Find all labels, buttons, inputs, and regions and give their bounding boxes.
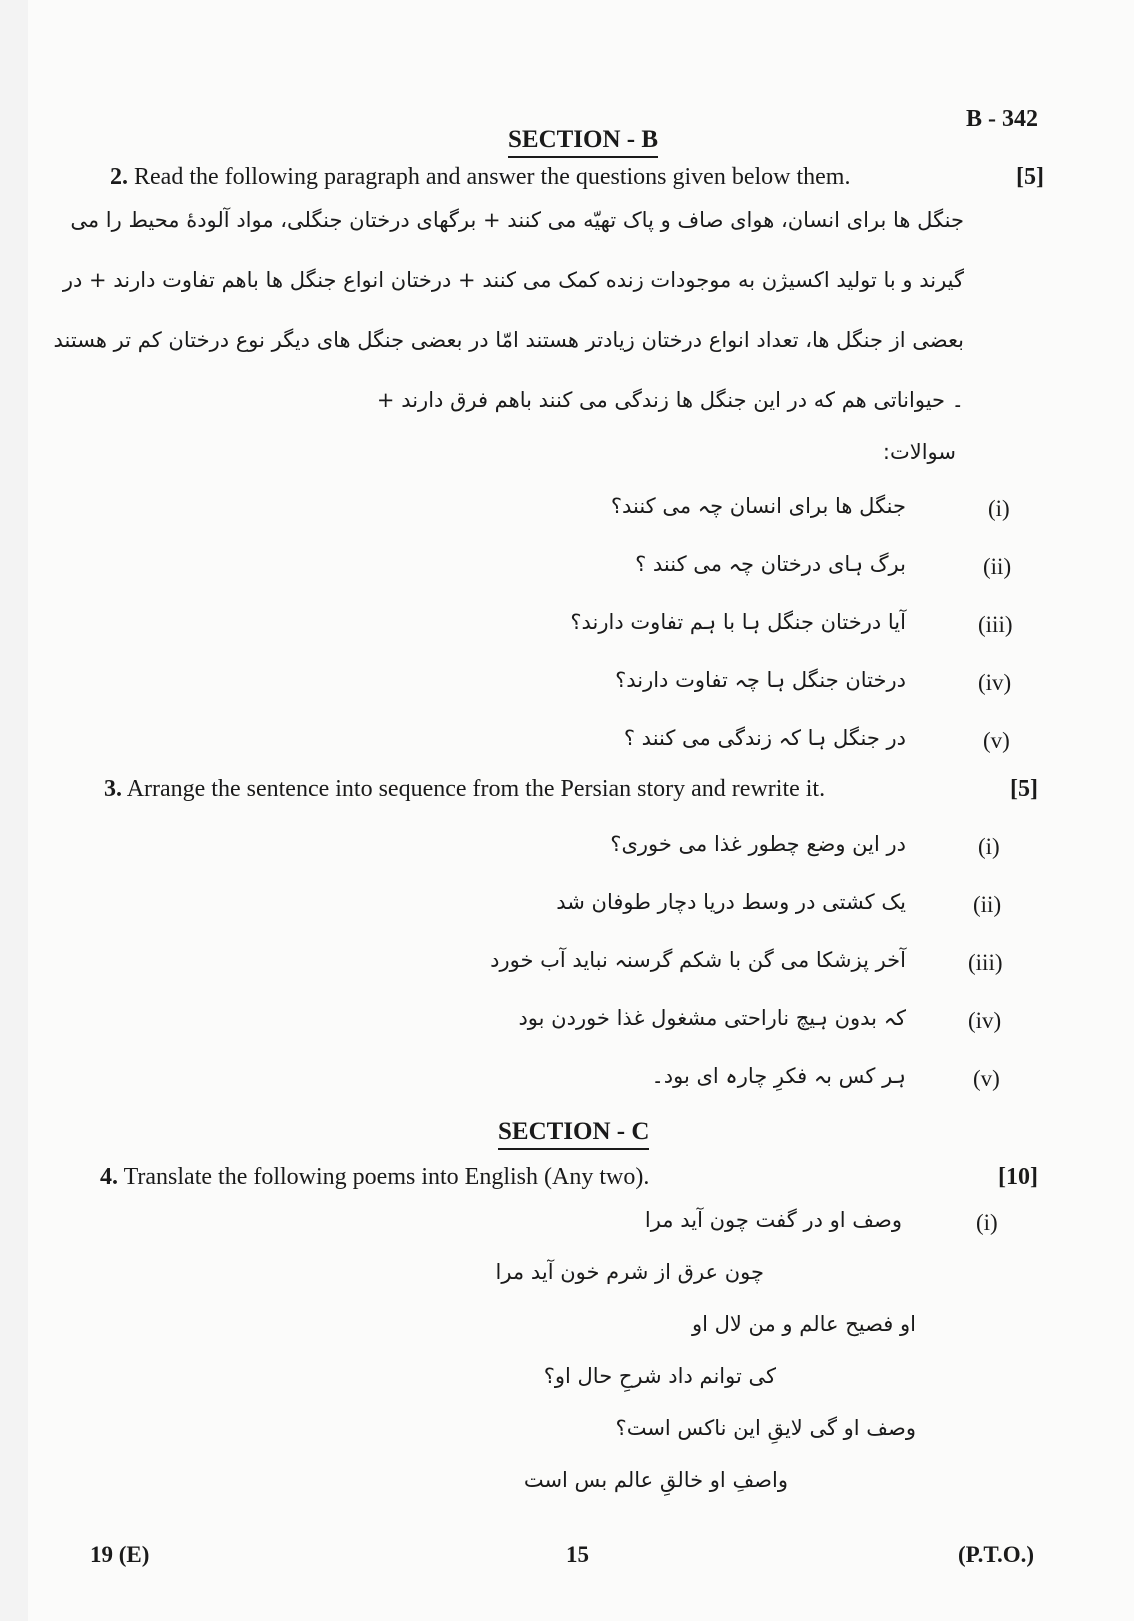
paragraph-line-4: ۔ حیواناتی هم که در این جنگل ها زندگی می کنند باهم فرق دارند + — [376, 388, 964, 412]
poem-line: چون عرق از شرم خون آید مرا — [495, 1260, 764, 1284]
subq-num: (i) — [988, 496, 1010, 521]
question-2-marks: [5] — [1016, 164, 1044, 190]
poem-line: وصف او گی لایقِ این ناکس است؟ — [615, 1416, 916, 1440]
question-3 — [104, 776, 825, 803]
sentence-num: (iv) — [968, 1008, 1002, 1033]
subq-text: آیا درختان جنگل ہا با ہم تفاوت دارند؟ — [570, 610, 906, 634]
page-number: 15 — [566, 1542, 589, 1567]
sentence-text: کہ بدون ہیچ ناراحتی مشغول غذا خوردن بود — [518, 1006, 906, 1030]
subq-text: برگ ہای درختان چہ می کنند ؟ — [635, 552, 906, 576]
sentence-text: یک کشتی در وسط دریا دچار طوفان شد — [556, 890, 906, 914]
section-b-title: SECTION - B — [508, 126, 658, 158]
poem-line: کی توانم داد شرحِ حال او؟ — [543, 1364, 776, 1388]
question-number: 4. — [100, 1164, 118, 1190]
sentence-text: آخر پزشکا می گن با شکم گرسنہ نباید آب خورد — [490, 948, 906, 972]
footer-left: 19 (E) — [90, 1542, 150, 1567]
sentence-num: (ii) — [973, 892, 1002, 917]
subq-text: درختان جنگل ہا چہ تفاوت دارند؟ — [615, 668, 906, 692]
subq-num: (iv) — [978, 670, 1012, 695]
sentence-num: (v) — [973, 1066, 1000, 1091]
subq-num: (ii) — [983, 554, 1012, 579]
question-text: Read the following paragraph and answer the questions given below them. — [134, 164, 851, 190]
question-number: 3. — [104, 776, 122, 802]
sentence-num: (iii) — [968, 950, 1003, 975]
question-text: Arrange the sentence into sequence from the Persian story and rewrite it. — [126, 776, 826, 802]
question-number: 2. — [110, 164, 128, 190]
subq-num: (iii) — [978, 612, 1013, 637]
question-4 — [100, 1164, 649, 1191]
sentence-text: در این وضع چطور غذا می خوری؟ — [610, 832, 906, 856]
paragraph-line-1: جنگل ها برای انسان، هوای صاف و پاک تهیّه می کنند + برگهای درختان جنگلی، مواد آلودۀ محیط را می — [70, 208, 964, 232]
questions-label: سوالات: — [882, 440, 956, 464]
question-3-marks: [5] — [1010, 776, 1038, 802]
sentence-text: ہر کس بہ فکرِ چارہ ای بود۔ — [651, 1064, 906, 1088]
subq-text: جنگل ها برای انسان چہ می کنند؟ — [610, 494, 906, 518]
section-c-title: SECTION - C — [498, 1118, 649, 1150]
question-4-marks: [10] — [998, 1164, 1038, 1190]
subq-text: در جنگل ہا کہ زندگی می کنند ؟ — [623, 726, 906, 750]
question-text: Translate the following poems into English (Any two). — [123, 1164, 650, 1190]
subq-num: (v) — [983, 728, 1010, 753]
footer-right: (P.T.O.) — [957, 1542, 1034, 1567]
paragraph-line-2: گیرند و با تولید اکسیژن به موجودات زنده کمک می کنند + درختان انواع جنگل ها باهم تفاوت دارند + در — [62, 268, 964, 292]
poem-line: واصفِ او خالقِ عالم بس است — [523, 1468, 788, 1492]
paper-code: B - 342 — [966, 106, 1038, 132]
poem-line: او فصیح عالم و من لال او — [691, 1312, 916, 1336]
poem-num: (i) — [976, 1210, 998, 1235]
question-2 — [110, 164, 850, 191]
poem-line: وصف او در گفت چون آید مرا — [644, 1208, 902, 1232]
paragraph-line-3: بعضی از جنگل ها، تعداد انواع درختان زیادتر هستند امّا در بعضی جنگل های دیگر نوع درختان کم تر هستند — [53, 328, 964, 352]
sentence-num: (i) — [978, 834, 1000, 859]
